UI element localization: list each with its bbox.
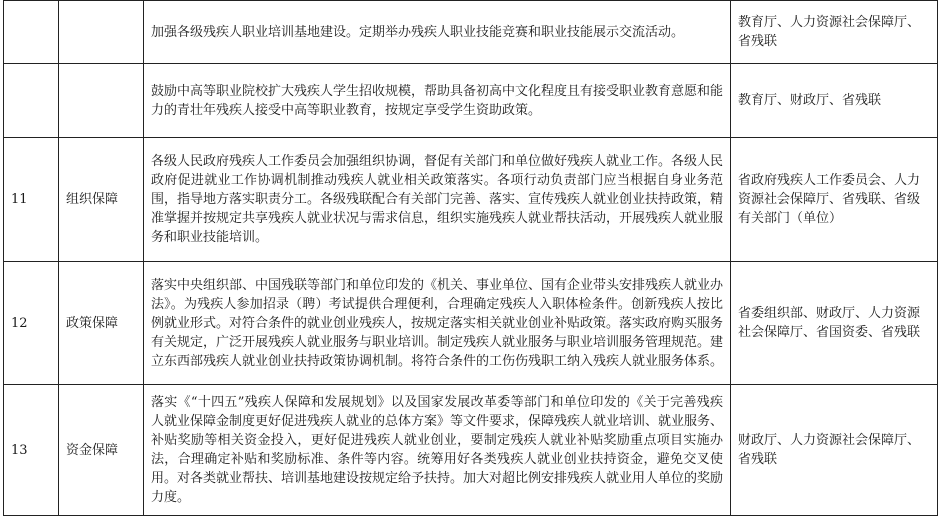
- row-departments: 教育厅、人力资源社会保障厅、省残联: [731, 1, 938, 64]
- row-number: [4, 1, 59, 64]
- row-departments: 省委组织部、财政厅、人力资源社会保障厅、省国资委、省残联: [731, 262, 938, 385]
- row-number: 11: [4, 138, 59, 262]
- table-row: [4, 1, 938, 64]
- row-category: 资金保障: [59, 385, 144, 516]
- table-row: [4, 64, 938, 138]
- table-row: [4, 262, 938, 385]
- row-departments: 财政厅、人力资源社会保障厅、省残联: [731, 385, 938, 516]
- row-number: 13: [4, 385, 59, 516]
- measures-table: [3, 0, 938, 516]
- row-category: [59, 64, 144, 138]
- row-category: [59, 1, 144, 64]
- row-content: 各级人民政府残疾人工作委员会加强组织协调，督促有关部门和单位做好残疾人就业工作。各级人民政府促进就业工作协调机制推动残疾人就业相关政策落实。各项行动负责部门应当根据自身业务范围，指导地方落实职责分工。各级残联配合有关部门完善、落实、宣传残疾人就业创业扶持政策，精准掌握并按规定共享残疾人就业状况与需求信息，组织实施残疾人就业帮扶活动，开展残疾人就业服务和职业技能培训。: [144, 138, 731, 262]
- row-category: 政策保障: [59, 262, 144, 385]
- row-departments: 教育厅、财政厅、省残联: [731, 64, 938, 138]
- row-departments: 省政府残疾人工作委员会、人力资源社会保障厅、省残联、省级有关部门（单位）: [731, 138, 938, 262]
- row-number: 12: [4, 262, 59, 385]
- row-content: 落实中央组织部、中国残联等部门和单位印发的《机关、事业单位、国有企业带头安排残疾人就业办法》。为残疾人参加招录（聘）考试提供合理便利，合理确定残疾人入职体检条件。创新残疾人按比例就业形式。对符合条件的就业创业残疾人，按规定落实相关就业创业补贴政策。落实政府购买服务有关规定，广泛开展残疾人就业服务与职业培训。制定残疾人就业服务与职业培训服务管理规范。建立东西部残疾人就业创业扶持政策协调机制。将符合条件的工伤伤残职工纳入残疾人就业服务体系。: [144, 262, 731, 385]
- row-number: [4, 64, 59, 138]
- row-content: 加强各级残疾人职业培训基地建设。定期举办残疾人职业技能竞赛和职业技能展示交流活动。: [144, 1, 731, 64]
- row-content: 鼓励中高等职业院校扩大残疾人学生招收规模，帮助具备初高中文化程度且有接受职业教育意愿和能力的青壮年残疾人接受中高等职业教育，按规定享受学生资助政策。: [144, 64, 731, 138]
- table-row: [4, 138, 938, 262]
- row-content: 落实《“十四五”残疾人保障和发展规划》以及国家发展改革委等部门和单位印发的《关于完善残疾人就业保障金制度更好促进残疾人就业的总体方案》等文件要求，保障残疾人就业培训、就业服务、补贴奖励等相关资金投入，更好促进残疾人就业创业，要制定残疾人就业补贴奖励重点项目实施办法，合理确定补贴和奖励标准、条件等内容。统筹用好各类残疾人就业创业扶持资金，避免交叉使用。对各类就业帮扶、培训基地建设按规定给予扶持。加大对超比例安排残疾人就业用人单位的奖励力度。: [144, 385, 731, 516]
- table-row: [4, 385, 938, 516]
- row-category: 组织保障: [59, 138, 144, 262]
